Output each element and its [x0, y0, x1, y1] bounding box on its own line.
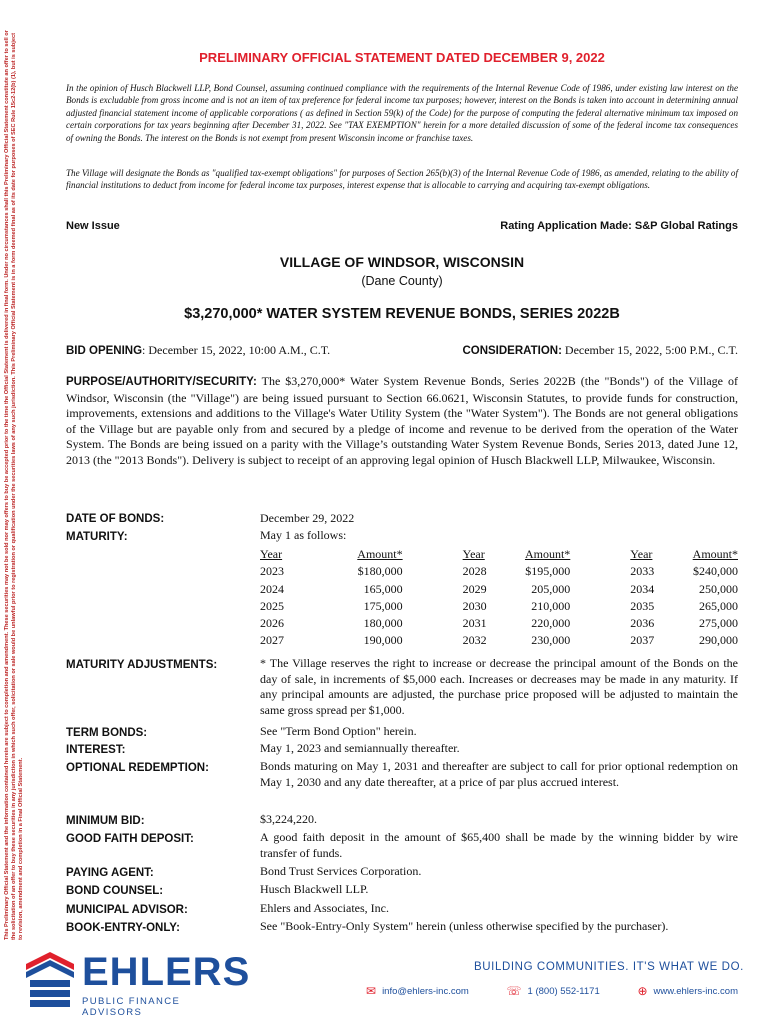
date-of-bonds-value: December 29, 2022: [260, 511, 355, 525]
term-bonds-value: See "Term Bond Option" herein.: [260, 724, 417, 738]
bid-opening-label: BID OPENING: [66, 345, 143, 357]
logo-subtitle: PUBLIC FINANCE ADVISORS: [82, 996, 181, 1018]
maturity-year: 2035: [630, 598, 655, 613]
tagline: BUILDING COMMUNITIES. IT'S WHAT WE DO.: [474, 961, 744, 973]
maturity-amount: $240,000: [693, 564, 738, 579]
bid-opening: [66, 343, 330, 358]
optional-redemption-label: OPTIONAL REDEMPTION:: [66, 762, 209, 774]
term-bonds-label: TERM BONDS:: [66, 727, 148, 739]
consideration-value: December 15, 2022, 5:00 P.M., C.T.: [561, 343, 738, 357]
maturity-year: 2030: [462, 598, 487, 613]
maturity-amount: 220,000: [531, 616, 571, 631]
website-contact[interactable]: [637, 985, 738, 997]
maturity-value: May 1 as follows:: [260, 528, 347, 542]
year-header: Year: [630, 547, 653, 561]
maturity-year: 2032: [462, 633, 487, 648]
bond-counsel-label: BOND COUNSEL:: [66, 885, 164, 897]
phone-contact[interactable]: [507, 985, 600, 997]
maturity-amount: 165,000: [363, 581, 403, 596]
optional-redemption-value: Bonds maturing on May 1, 2031 and thereafter are subject to call for prior optional redemption on May 1, 2030 and any date thereafter, at a price of par plus accrued interest.: [260, 759, 738, 789]
good-faith-deposit-label: GOOD FAITH DEPOSIT:: [66, 833, 194, 845]
maturity-year: 2025: [260, 598, 284, 613]
preliminary-disclaimer-sidebar: [4, 30, 44, 940]
table-row: [260, 632, 738, 649]
amount-header: Amount*: [357, 547, 403, 561]
contact-bar: [366, 985, 738, 997]
maturity-year: 2029: [462, 581, 487, 596]
table-row: [260, 581, 738, 598]
maturity-year: 2023: [260, 564, 284, 579]
maturity-amount: 250,000: [699, 581, 738, 596]
amount-header: Amount*: [692, 547, 738, 561]
table-row: [260, 615, 738, 632]
purpose-paragraph: [66, 374, 738, 469]
rating-label: Rating Application Made: S&P Global Ratings: [500, 220, 738, 232]
maturity-amount: 290,000: [699, 633, 738, 648]
table-row: [260, 563, 738, 580]
maturity-amount: 175,000: [363, 598, 403, 613]
maturity-year: 2036: [630, 616, 655, 631]
maturity-amount: 230,000: [531, 633, 571, 648]
maturity-year: 2024: [260, 581, 284, 596]
year-header: Year: [462, 547, 485, 561]
maturity-year: 2028: [462, 564, 487, 579]
new-issue-label: New Issue: [66, 220, 120, 232]
maturity-amount: 190,000: [363, 633, 403, 648]
amount-header: Amount*: [524, 547, 571, 561]
maturity-adjustments-value: * The Village reserves the right to increase or decrease the principal amount of the Bonds on the day of sale, in increments of $5,000 each. Increases or decreases may be made in any maturity. If any principal amounts are adjusted, the purchase price proposed will be adjusted to maintain the same gross spread per $1,000.: [260, 656, 738, 717]
phone-icon: ☏: [506, 984, 522, 998]
good-faith-deposit-value: A good faith deposit in the amount of $65,400 shall be made by the winning bidder by wire transfer of funds.: [260, 830, 738, 860]
maturity-amount: 180,000: [363, 616, 403, 631]
purpose-label: PURPOSE/AUTHORITY/SECURITY:: [66, 376, 257, 388]
purpose-text: The $3,270,000* Water System Revenue Bonds, Series 2022B (the "Bonds") of the Village of Windsor, Wisconsin (the "Village") are being issued pursuant to Section 66.0621, Wisconsin Statutes, to provide funds for construction, improvements, extensions and additions to the Village's Water Utility System (the "Water System"). The Bonds are not general obligations of the Village but are payable only from and secured by a pledge of income and revenue to be derived from the operation of the Water System. The Bonds are being issued on a parity with the Village’s outstanding Water System Revenue Bonds, Series 2013, dated June 12, 2013 (the "2013 Bonds"). Delivery is subject to receipt of an approving legal opinion of Husch Blackwell LLP, Milwaukee, Wisconsin.: [66, 374, 738, 467]
globe-icon: ⊕: [637, 984, 648, 998]
maturity-amount: 210,000: [531, 598, 571, 613]
issuer-county: (Dane County): [361, 274, 443, 288]
maturity-amount: $195,000: [525, 564, 571, 579]
ehlers-logo: [22, 950, 251, 1018]
qualified-obligations-paragraph: The Village will designate the Bonds as "qualified tax-exempt obligations" for purposes of Section 265(b)(3) of the Internal Revenue Code of 1986, as amended, relating to the ability of financial institutions to deduct from income for federal income tax purposes, interest expense that is allocable to carrying and acquiring tax-exempt obligations.: [66, 168, 738, 191]
issue-row: [66, 220, 738, 232]
email-text: info@ehlers-inc.com: [382, 985, 469, 997]
page-title: PRELIMINARY OFFICIAL STATEMENT DATED DECEMBER 9, 2022: [199, 50, 605, 65]
ehlers-logo-mark-icon: [22, 950, 78, 1014]
maturity-schedule-table: [260, 546, 738, 650]
municipal-advisor-value: Ehlers and Associates, Inc.: [260, 901, 389, 915]
envelope-icon: ✉: [366, 984, 377, 998]
bid-opening-value: : December 15, 2022, 10:00 A.M., C.T.: [142, 343, 331, 357]
book-entry-only-value: See "Book-Entry-Only System" herein (unless otherwise specified by the purchaser).: [260, 919, 669, 933]
maturity-year: 2027: [260, 633, 284, 648]
maturity-amount: 205,000: [531, 581, 571, 596]
issuer-name: VILLAGE OF WINDSOR, WISCONSIN: [279, 254, 525, 270]
minimum-bid-label: MINIMUM BID:: [66, 815, 145, 827]
year-header: Year: [260, 547, 283, 561]
website-text: www.ehlers-inc.com: [653, 985, 738, 997]
tax-opinion-paragraph: In the opinion of Husch Blackwell LLP, Bond Counsel, assuming continued compliance with the requirements of the Internal Revenue Code of 1986, under existing law interest on the Bonds is excludable from gross income and is not an item of tax preference for federal income tax purposes; however, interest on the Bonds is taken into account in determining annual adjusted financial statement income of applicable corporations ( as defined in Section 59(k) of the Code) for the purpose of computing the federal alternative minimum tax imposed on certain corporations for tax years beginning after December 31, 2022. See "TAX EXEMPTION" herein for a more detailed discussion of some of the federal income tax consequences of owning the Bonds. The interest on the Bonds is not exempt from present Wisconsin income or franchise taxes.: [66, 83, 738, 143]
maturity-year: 2034: [630, 581, 655, 596]
email-contact[interactable]: [366, 985, 469, 997]
maturity-label: MATURITY:: [66, 531, 128, 543]
table-header-row: [260, 546, 738, 563]
bond-counsel-value: Husch Blackwell LLP.: [260, 882, 369, 896]
table-row: [260, 598, 738, 615]
maturity-amount: $180,000: [357, 564, 403, 579]
bid-row: [66, 343, 738, 358]
maturity-year: 2026: [260, 616, 284, 631]
date-of-bonds-label: DATE OF BONDS:: [66, 513, 165, 525]
maturity-amount: 275,000: [699, 616, 738, 631]
interest-label: INTEREST:: [66, 744, 126, 756]
consideration-label: CONSIDERATION:: [462, 345, 562, 357]
paying-agent-label: PAYING AGENT:: [66, 867, 154, 879]
phone-text: 1 (800) 552-1171: [527, 985, 600, 997]
interest-value: May 1, 2023 and semiannually thereafter.: [260, 741, 460, 755]
maturity-adjustments-label: MATURITY ADJUSTMENTS:: [66, 659, 218, 671]
municipal-advisor-label: MUNICIPAL ADVISOR:: [66, 904, 188, 916]
bond-title: $3,270,000* WATER SYSTEM REVENUE BONDS, SERIES 2022B: [184, 306, 620, 322]
maturity-year: 2031: [462, 616, 487, 631]
disclaimer-text: This Preliminary Official Statement and the information contained herein are subject to completion and amendment. These securities may not be sold nor may offers to buy be accepted prior to the time the Official Statement is delivered in final form. Under no circumstances shall this Preliminary Official Statement constitute an offer to sell or the solicitation of an offer to buy these securities in any jurisdiction in which such offer, solicitation or sale would be unlawful prior to registration or qualification under the securities laws of any such jurisdiction. This Preliminary Official Statement is in a form deemed final as of its date for purposes of SEC Rule 15c2-12(b) (1), but is subject to revision, amendment and completion in a Final Official Statement.: [4, 30, 25, 940]
consideration: [462, 343, 738, 358]
maturity-amount: 265,000: [699, 598, 738, 613]
paying-agent-value: Bond Trust Services Corporation.: [260, 864, 422, 878]
logo-wordmark: EHLERS: [82, 950, 251, 994]
book-entry-only-label: BOOK-ENTRY-ONLY:: [66, 922, 180, 934]
minimum-bid-value: $3,224,220.: [260, 812, 317, 826]
maturity-year: 2033: [630, 564, 655, 579]
maturity-year: 2037: [630, 633, 655, 648]
